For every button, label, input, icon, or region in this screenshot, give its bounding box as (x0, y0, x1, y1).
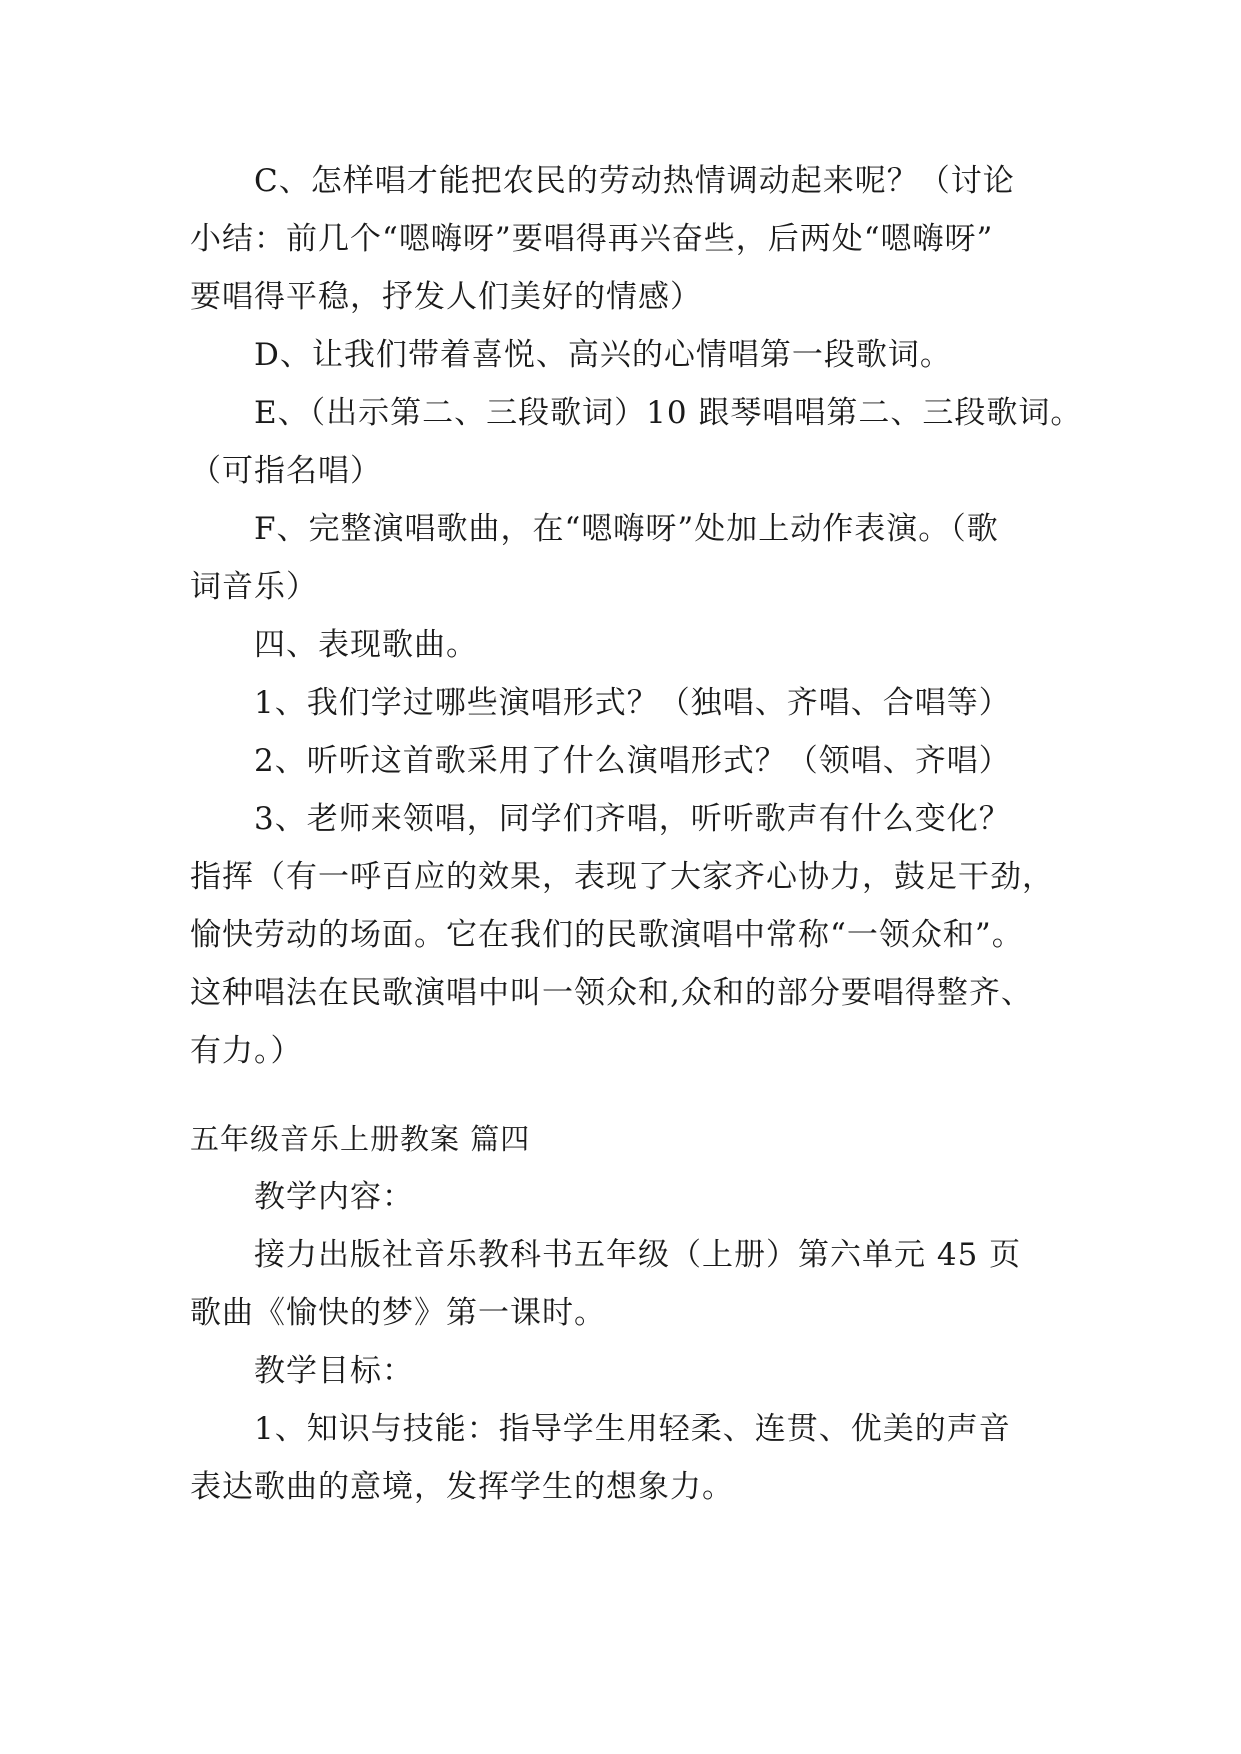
paragraph-line: 指挥（有一呼百应的效果，表现了大家齐心协力，鼓足干劲， (190, 859, 1054, 895)
content-label: 教学内容： (254, 1179, 414, 1215)
paragraph-line: E、（出示第二、三段歌词）10 跟琴唱唱第二、三段歌词。 (254, 395, 1083, 431)
paragraph-line: 愉快劳动的场面。它在我们的民歌演唱中常称“一领众和”。 (190, 917, 1024, 953)
paragraph-line: 词音乐） (190, 569, 318, 605)
list-item: 2、听听这首歌采用了什么演唱形式？（领唱、齐唱） (254, 743, 1011, 779)
paragraph-line: 这种唱法在民歌演唱中叫一领众和,众和的部分要唱得整齐、 (190, 975, 1033, 1011)
paragraph-line: F、完整演唱歌曲，在“嗯嗨呀”处加上动作表演。（歌 (254, 511, 999, 547)
document-body (190, 152, 1083, 1516)
paragraph-line: 表达歌曲的意境，发挥学生的想象力。 (190, 1469, 734, 1505)
lesson-heading: 五年级音乐上册教案 篇四 (190, 1122, 531, 1156)
paragraph-line: 小结：前几个“嗯嗨呀”要唱得再兴奋些，后两处“嗯嗨呀” (190, 221, 994, 257)
paragraph-line: 歌曲《愉快的梦》第一课时。 (190, 1295, 606, 1331)
paragraph-line: D、让我们带着喜悦、高兴的心情唱第一段歌词。 (254, 337, 952, 373)
paragraph-line: 要唱得平稳，抒发人们美好的情感） (190, 279, 702, 315)
paragraph-line: C、怎样唱才能把农民的劳动热情调动起来呢？（讨论 (254, 163, 1015, 199)
list-item: 1、我们学过哪些演唱形式？（独唱、齐唱、合唱等） (254, 685, 1011, 721)
paragraph-line: 有力。） (190, 1033, 303, 1069)
goal-label: 教学目标： (254, 1353, 414, 1389)
section-title: 四、表现歌曲。 (254, 627, 478, 663)
paragraph-line: （可指名唱） (190, 453, 382, 489)
paragraph-line: 接力出版社音乐教科书五年级（上册）第六单元 45 页 (254, 1237, 1022, 1273)
section-spacer (190, 1080, 1052, 1110)
list-item: 3、老师来领唱，同学们齐唱，听听歌声有什么变化？ (254, 801, 1011, 837)
paragraph-line: 1、知识与技能：指导学生用轻柔、连贯、优美的声音 (254, 1411, 1011, 1447)
